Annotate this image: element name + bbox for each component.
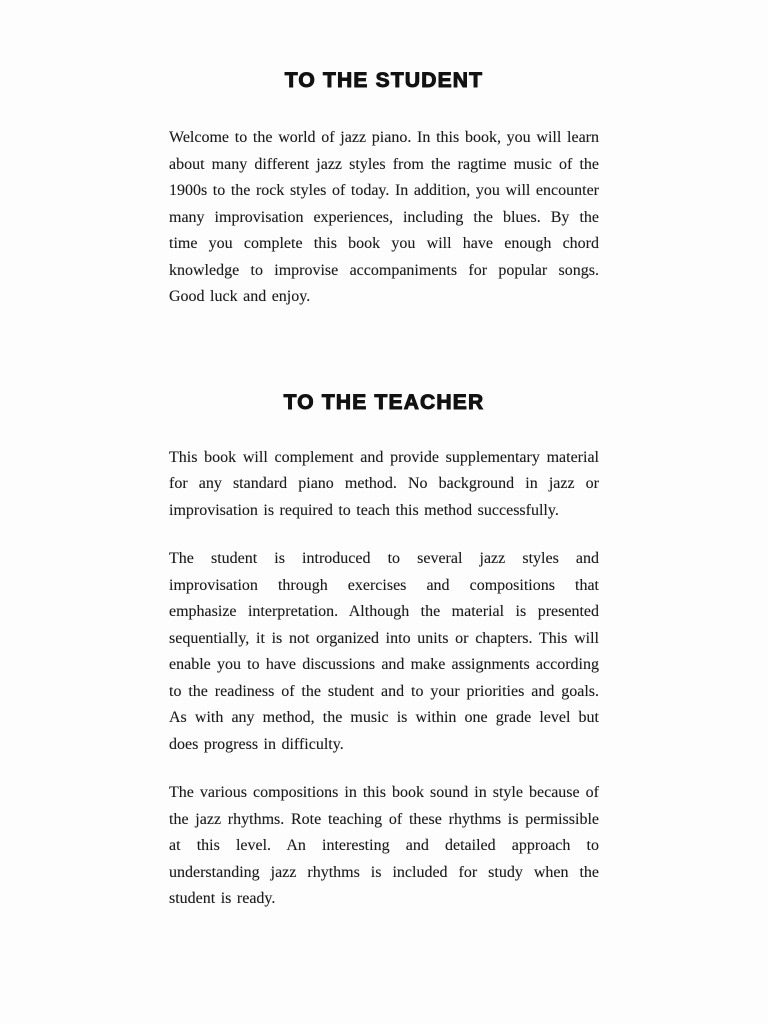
teacher-section-heading: TO THE TEACHER [283, 390, 485, 414]
text-column [169, 70, 599, 913]
teacher-paragraph-3: The various compositions in this book sound in style because of the jazz rhythms. Rote teaching of these rhythms is permissible at this level. An interesting and detailed approach to understanding jazz rhythms is included for study when the student is ready. [169, 784, 599, 907]
teacher-paragraph-1: This book will complement and provide supplementary material for any standard piano method. No background in jazz or improvisation is required to teach this method successfully. [169, 448, 599, 519]
section-to-the-teacher [169, 392, 599, 913]
student-paragraph: Welcome to the world of jazz piano. In this book, you will learn about many different jazz styles from the ragtime music of the 1900s to the rock styles of today. In addition, you will encounter many improvisation experiences, including the blues. By the time you complete this book you will have enough chord knowledge to improvise accompaniments for popular songs. Good luck and enjoy. [169, 129, 599, 305]
teacher-paragraph-2: The student is introduced to several jazz styles and improvisation through exercises and compositions that emphasize interpretation. Although the material is presented sequentially, it is not organized into units or chapters. This will enable you to have discussions and make assignments according to the readiness of the student and to your priorities and goals. As with any method, the music is within one grade level but does progress in difficulty. [169, 550, 599, 753]
section-to-the-student [169, 70, 599, 311]
student-section-heading: TO THE STUDENT [284, 69, 484, 92]
